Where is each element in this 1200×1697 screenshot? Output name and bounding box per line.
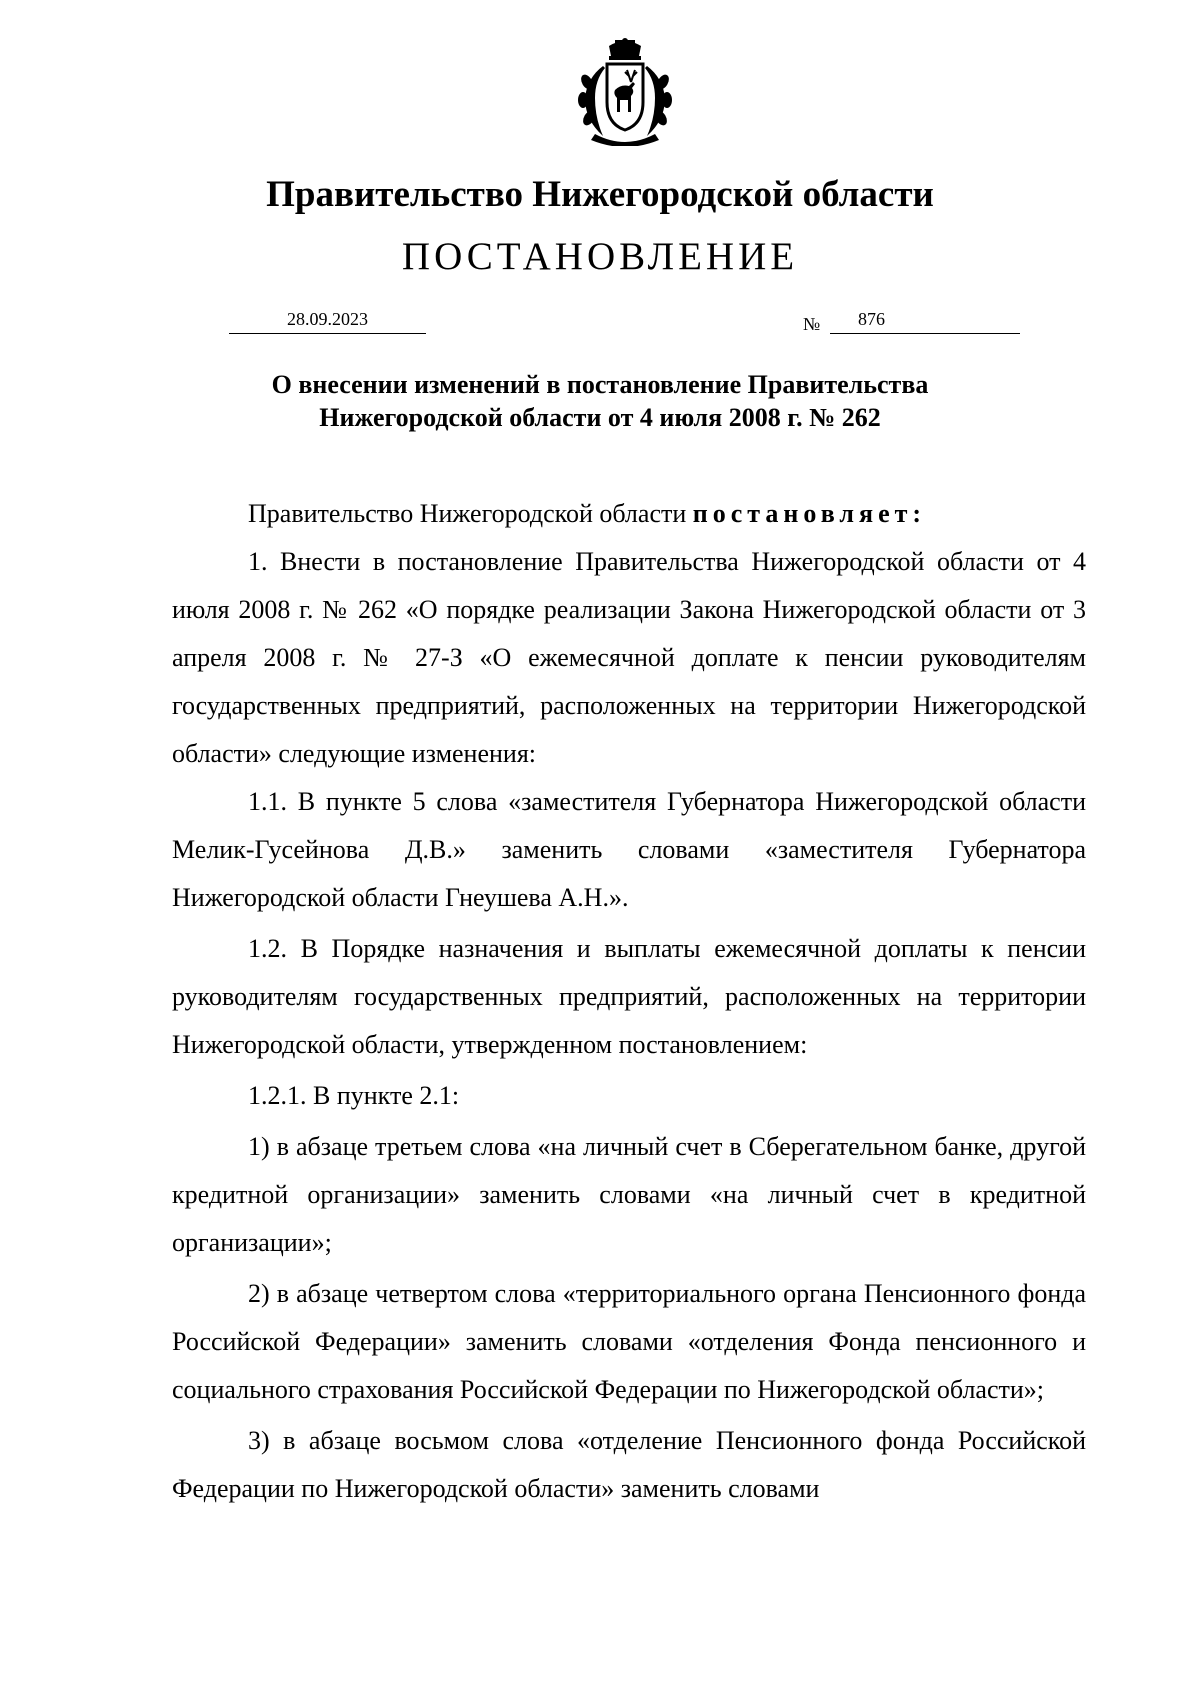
list-item-2: 2) в абзаце четвертом слова «территориального органа Пенсионного фонда Российской Федерации» заменить словами «отделения Фонда пенсионного и социального страхования Российской Федерации по Нижегородской области»; <box>172 1279 1086 1404</box>
paragraph-1-2: 1.2. В Порядке назначения и выплаты ежемесячной доплаты к пенсии руководителям государственных предприятий, расположенных на территории Нижегородской области, утвержденном постановлением: <box>172 934 1086 1059</box>
document-body <box>172 490 1086 1513</box>
document-title-line2: Нижегородской области от 4 июля 2008 г. № 262 <box>319 403 881 432</box>
paragraph-1-1: 1.1. В пункте 5 слова «заместителя Губернатора Нижегородской области Мелик-Гусейнова Д.В.» заменить словами «заместителя Губернатора Нижегородской области Гнеушева А.Н.». <box>172 787 1086 912</box>
coat-of-arms-icon <box>573 38 677 146</box>
preamble <box>172 490 1086 538</box>
preamble-text: Правительство Нижегородской области <box>248 499 693 528</box>
list-item-1: 1) в абзаце третьем слова «на личный счет в Сберегательном банке, другой кредитной организации» заменить словами «на личный счет в кредитной организации»; <box>172 1132 1086 1257</box>
preamble-verb: постановляет: <box>692 499 927 528</box>
document-title-line1: О внесении изменений в постановление Правительства <box>271 370 929 399</box>
paragraph-1: 1. Внести в постановление Правительства Нижегородской области от 4 июля 2008 г. № 262 «О порядке реализации Закона Нижегородской области от 3 апреля 2008 г. № 27-З «О ежемесячной доплате к пенсии руководителям государственных предприятий, расположенных на территории Нижегородской области» следующие изменения: <box>172 547 1086 768</box>
document-title <box>0 368 1200 434</box>
document-date: 28.09.2023 <box>229 306 426 334</box>
number-sign: № <box>803 314 821 334</box>
list-item-3: 3) в абзаце восьмом слова «отделение Пенсионного фонда Российской Федерации по Нижегородской области» заменить словами <box>172 1426 1086 1503</box>
document-number: 876 <box>830 306 1020 334</box>
government-name: Правительство Нижегородской области <box>266 174 934 215</box>
paragraph-1-2-1: 1.2.1. В пункте 2.1: <box>248 1081 460 1110</box>
document-type: ПОСТАНОВЛЕНИЕ <box>401 235 799 278</box>
